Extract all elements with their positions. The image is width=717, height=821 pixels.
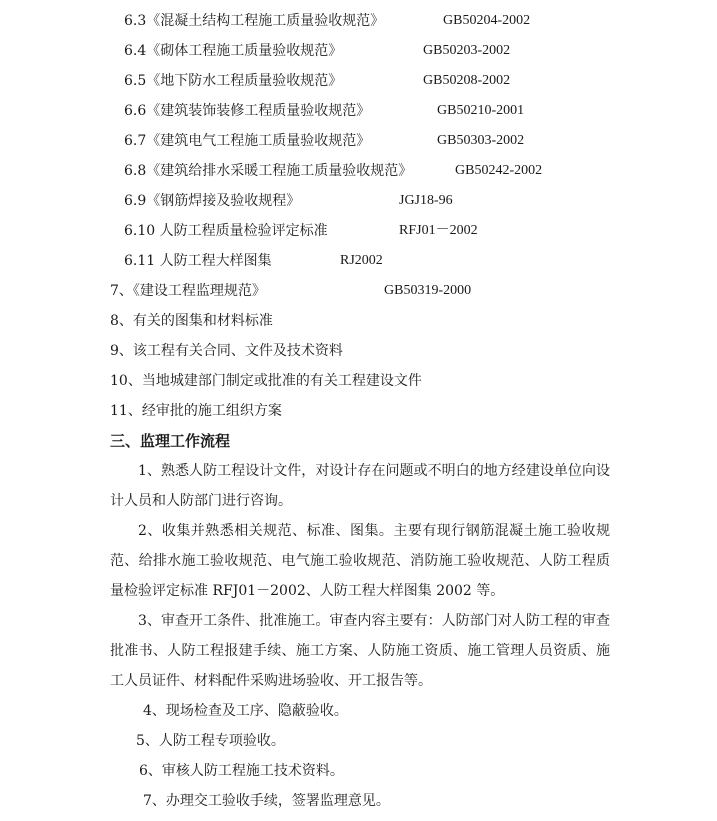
list-item-6-10: 6.10 人防工程质量检验评定标准 [124,223,328,239]
workflow-step-6: 6、审核人防工程施工技术资料。 [139,763,344,779]
standard-code-7: GB50319-2000 [384,283,472,298]
list-item-6-9: 6.9《钢筋焊接及验收规程》 [124,193,301,209]
standard-code-6-7: GB50303-2002 [437,133,525,148]
section-heading: 三、监理工作流程 [110,432,231,450]
standard-code-6-8: GB50242-2002 [455,163,543,178]
workflow-paragraph-3: 3、审查开工条件、批准施工。审查内容主要有：人防部门对人防工程的审查批准书、人防工程报建手续、施工方案、人防施工资质、施工管理人员资质、施工人员证件、材料配件采购进场验收、开工报告等。 [110,613,610,689]
standard-code-6-4: GB50203-2002 [423,43,511,58]
list-item-7: 7、《建设工程监理规范》 [110,283,266,299]
workflow-paragraph-1: 1、熟悉人防工程设计文件，对设计存在问题或不明白的地方经建设单位向设计人员和人防部门进行咨询。 [110,463,610,509]
standard-code-6-9: JGJ18-96 [399,193,453,208]
list-item-6-5: 6.5《地下防水工程质量验收规范》 [124,73,343,89]
list-item-6-3: 6.3《混凝土结构工程施工质量验收规范》 [124,13,385,29]
standard-code-6-6: GB50210-2001 [437,103,525,118]
list-item-10: 10、当地城建部门制定或批准的有关工程建设文件 [110,373,422,389]
workflow-step-4: 4、现场检查及工序、隐蔽验收。 [143,703,348,719]
workflow-paragraph-2: 2、收集并熟悉相关规范、标准、图集。主要有现行钢筋混凝土施工验收规范、给排水施工验收规范、电气施工验收规范、消防施工验收规范、人防工程质量检验评定标准 RFJ01－2002、人防工程大样图集 2002 等。 [110,523,610,599]
workflow-step-5: 5、人防工程专项验收。 [136,733,285,749]
workflow-step-7: 7、办理交工验收手续，签署监理意见。 [143,793,390,809]
standard-code-6-11: RJ2002 [340,253,383,268]
list-item-11: 11、经审批的施工组织方案 [110,403,282,419]
standard-code-6-10: RFJ01－2002 [399,223,478,238]
list-item-6-7: 6.7《建筑电气工程施工质量验收规范》 [124,133,371,149]
list-item-6-6: 6.6《建筑装饰装修工程质量验收规范》 [124,103,371,119]
standard-code-6-5: GB50208-2002 [423,73,511,88]
list-item-9: 9、该工程有关合同、文件及技术资料 [110,343,343,359]
list-item-6-11: 6.11 人防工程大样图集 [124,253,272,269]
standard-code-6-3: GB50204-2002 [443,13,531,28]
list-item-6-8: 6.8《建筑给排水采暖工程施工质量验收规范》 [124,163,413,179]
list-item-6-4: 6.4《砌体工程施工质量验收规范》 [124,43,343,59]
list-item-8: 8、有关的图集和材料标准 [110,313,273,329]
